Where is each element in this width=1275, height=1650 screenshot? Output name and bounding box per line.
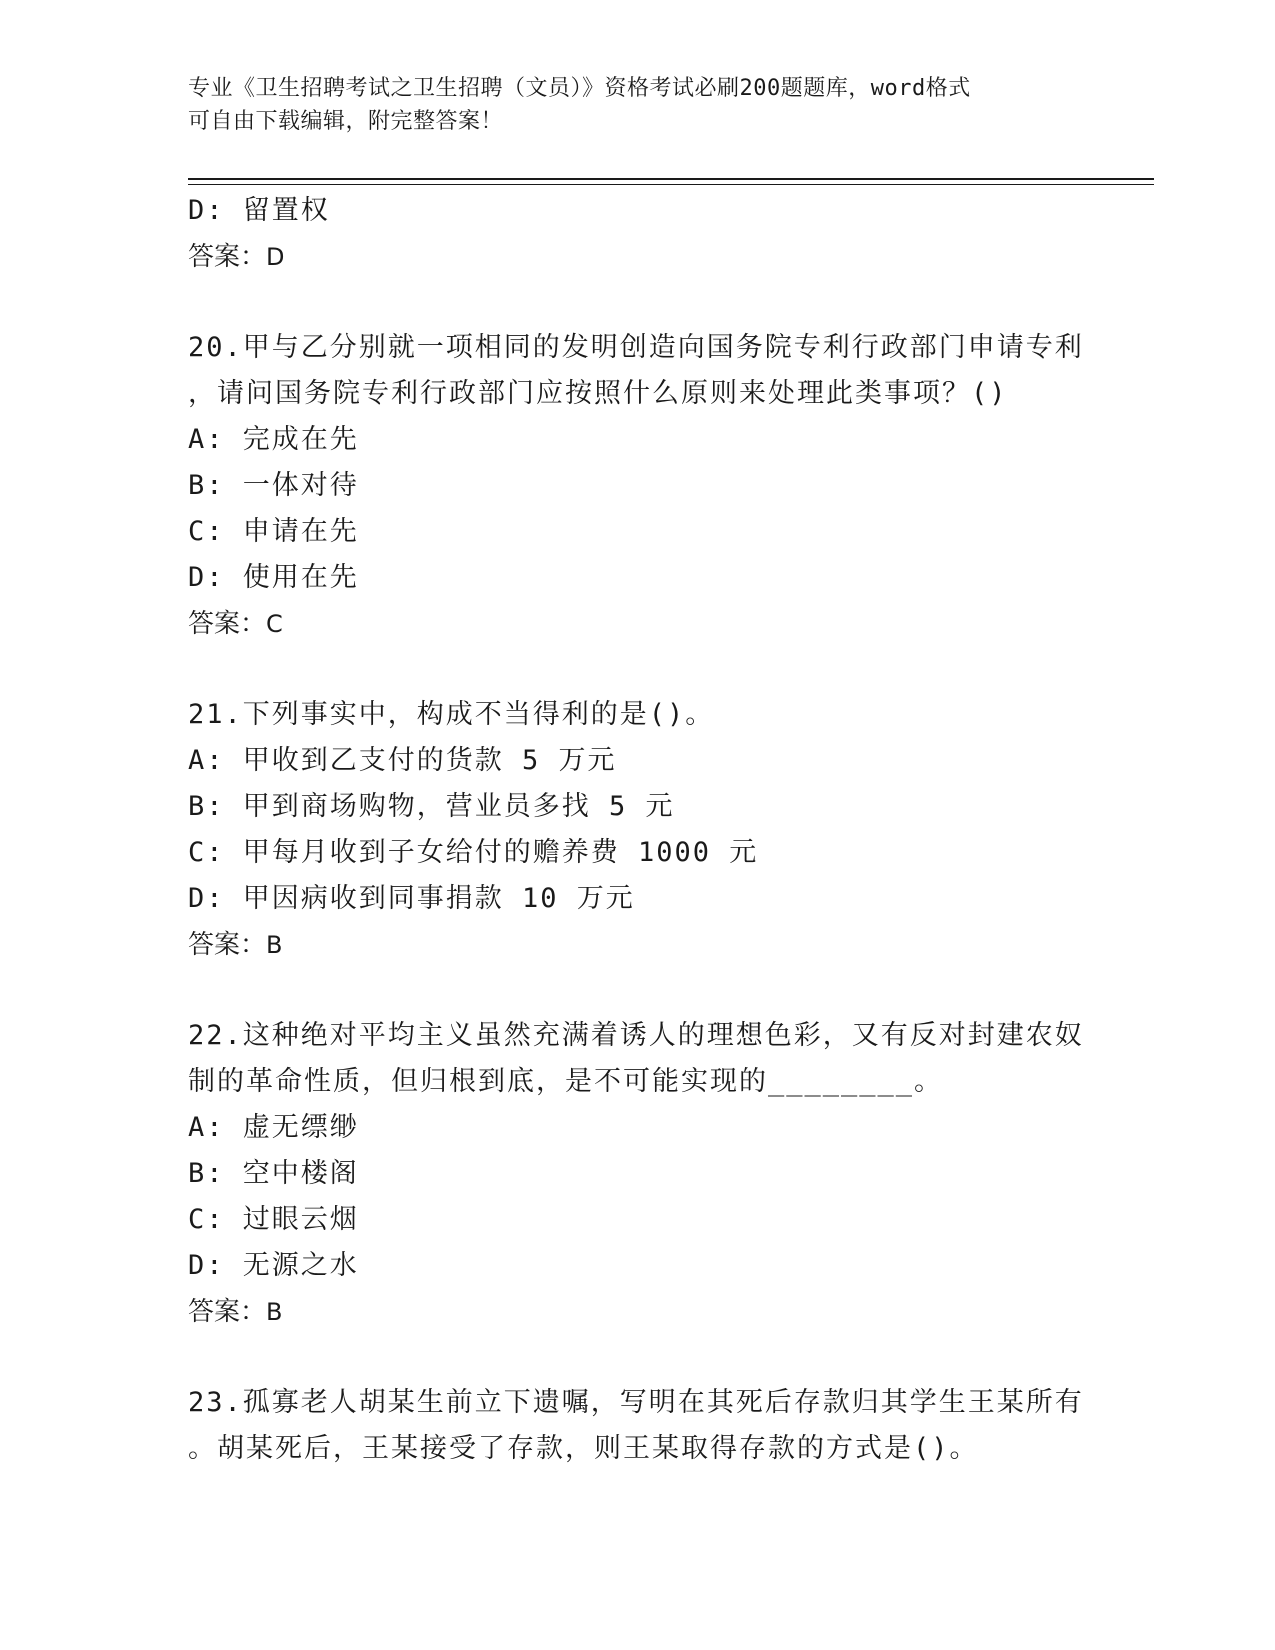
option-c: C: 申请在先: [188, 516, 359, 547]
option-a: A: 虚无缥缈: [188, 1112, 359, 1143]
question-text-line: 21.下列事实中，构成不当得利的是()。: [188, 699, 715, 730]
question-text-line: 22.这种绝对平均主义虽然充满着诱人的理想色彩，又有反对封建农奴: [188, 1020, 1084, 1051]
document-body: [188, 188, 1088, 1472]
answer-value: C: [266, 610, 285, 638]
answer-label: 答案：: [188, 1297, 267, 1327]
question-text-line: 23.孤寡老人胡某生前立下遗嘱，写明在其死后存款归其学生王某所有: [188, 1387, 1084, 1418]
option-a: A: 甲收到乙支付的货款 5 万元: [188, 745, 617, 776]
option-b: B: 一体对待: [188, 470, 359, 501]
answer-line: [188, 234, 1088, 280]
option-d: D: 无源之水: [188, 1250, 359, 1281]
option-c: C: 过眼云烟: [188, 1204, 359, 1235]
answer-value: B: [266, 1298, 285, 1326]
answer-value: B: [266, 931, 285, 959]
answer-label: 答案：: [188, 242, 267, 272]
question-text-line: 制的革命性质，但归根到底，是不可能实现的________。: [188, 1066, 944, 1097]
answer-line: [188, 1289, 1088, 1335]
header-line-2: 可自由下载编辑，附完整答案！: [188, 109, 504, 134]
question-20: [188, 325, 1088, 647]
option-d: D: 留置权: [188, 195, 330, 226]
answer-value: D: [266, 243, 287, 271]
question-text-line: ，请问国务院专利行政部门应按照什么原则来处理此类事项？(): [188, 378, 1008, 409]
option-c: C: 甲每月收到子女给付的赡养费 1000 元: [188, 837, 759, 868]
answer-label: 答案：: [188, 930, 267, 960]
question-text-line: 20.甲与乙分别就一项相同的发明创造向国务院专利行政部门申请专利: [188, 332, 1084, 363]
question-21: [188, 692, 1088, 968]
answer-label: 答案：: [188, 609, 267, 639]
header-divider-thick: [188, 178, 1154, 180]
header-divider-thin: [188, 184, 1154, 185]
option-b: B: 空中楼阁: [188, 1158, 359, 1189]
option-d: D: 甲因病收到同事捐款 10 万元: [188, 883, 635, 914]
question-23: [188, 1380, 1088, 1472]
option-a: A: 完成在先: [188, 424, 359, 455]
header-line-1: 专业《卫生招聘考试之卫生招聘（文员）》资格考试必刷200题题库，word格式: [188, 76, 971, 101]
question-text-line: 。胡某死后，王某接受了存款，则王某取得存款的方式是()。: [188, 1433, 979, 1464]
answer-line: [188, 601, 1088, 647]
question-22: [188, 1013, 1088, 1335]
option-d: D: 使用在先: [188, 562, 359, 593]
answer-line: [188, 922, 1088, 968]
option-b: B: 甲到商场购物，营业员多找 5 元: [188, 791, 675, 822]
document-header: [188, 72, 1088, 138]
